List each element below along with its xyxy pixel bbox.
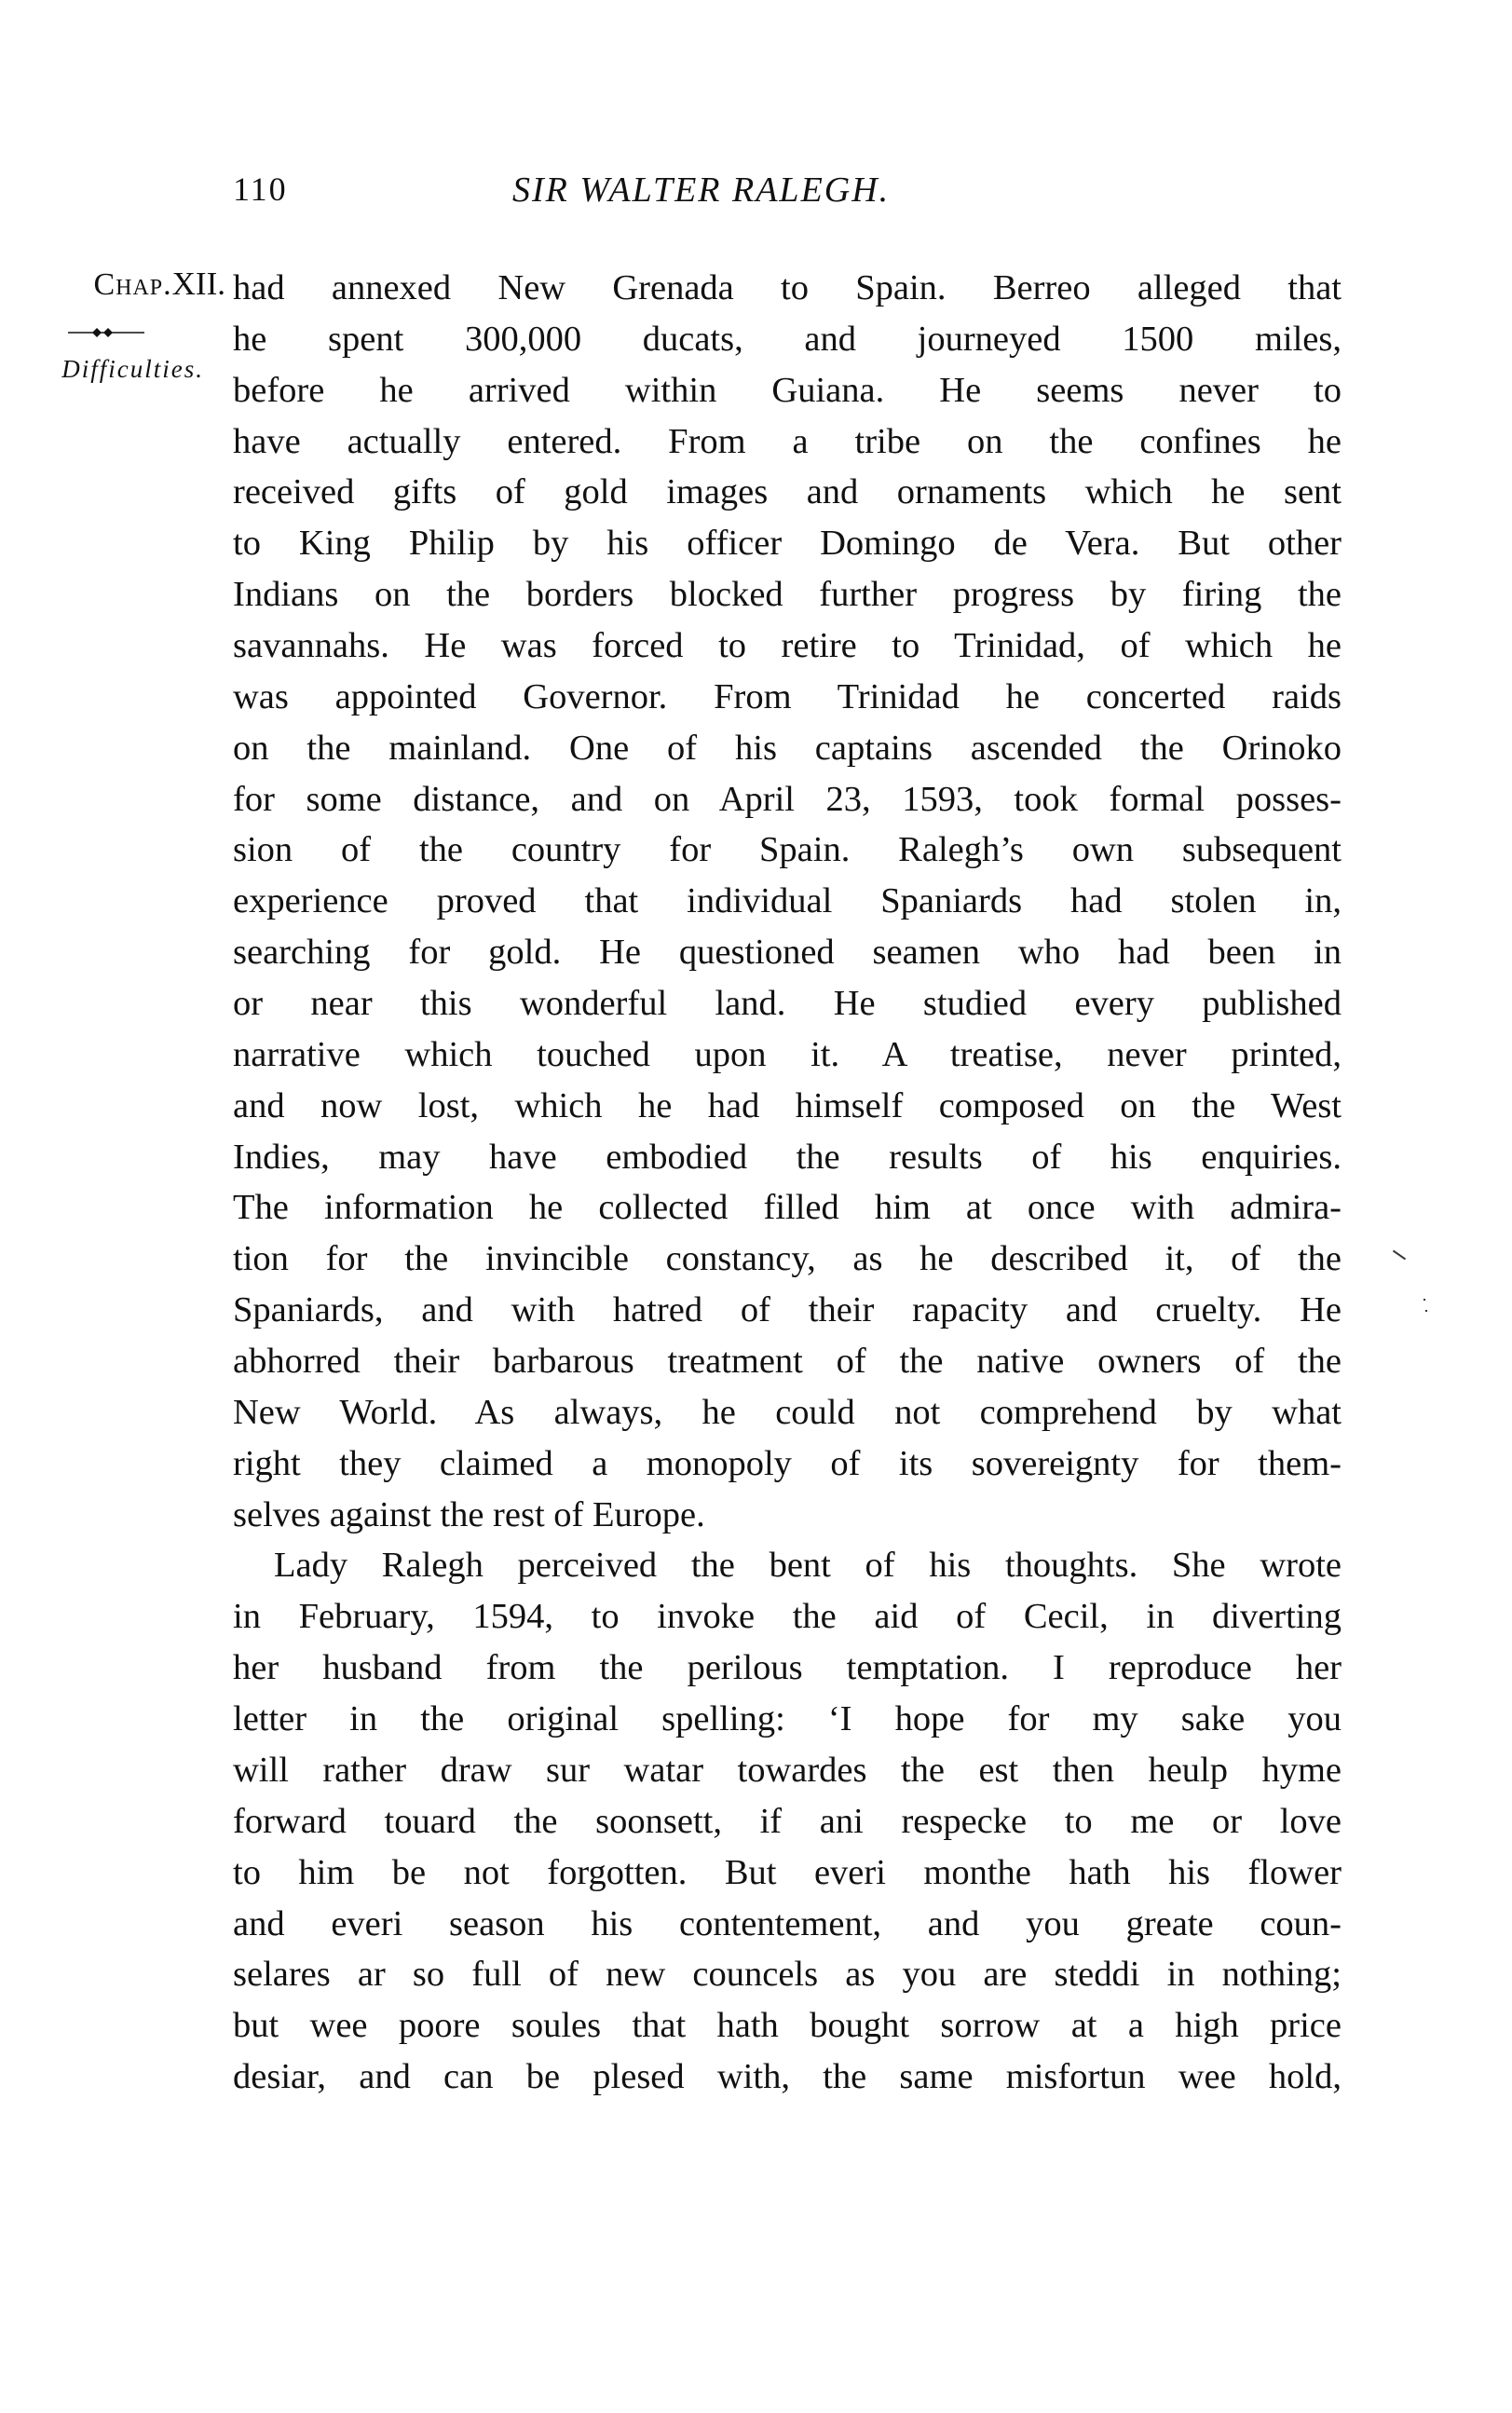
text-line: to him be not forgotten. But everi monthe hath his flower <box>233 1852 1342 1892</box>
text-line: or near this wonderful land. He studied every published <box>233 984 1342 1024</box>
text-line: for some distance, and on April 23, 1593, took formal posses- <box>233 779 1342 819</box>
text-line: right they claimed a monopoly of its sovereignty for them- <box>233 1443 1342 1483</box>
text-line: her husband from the perilous temptation. I reproduce her <box>233 1648 1342 1688</box>
text-line: experience proved that individual Spaniards had stolen in, <box>233 881 1342 921</box>
text-line: on the mainland. One of his captains ascended the Orinoko <box>233 728 1342 768</box>
text-line: searching for gold. He questioned seamen who had been in <box>233 933 1342 973</box>
text-line: but wee poore soules that hath bought sorrow at a high price <box>233 2006 1342 2046</box>
text-line: before he arrived within Guiana. He seems never to <box>233 370 1342 410</box>
text-line: sion of the country for Spain. Ralegh’s own subsequent <box>233 830 1342 870</box>
running-title: SIR WALTER RALEGH. <box>512 170 891 210</box>
text-line: was appointed Governor. From Trinidad he concerted raids <box>233 676 1342 716</box>
chapter-prefix: Chap. <box>93 267 172 302</box>
text-line: have actually entered. From a tribe on the confines he <box>233 421 1342 461</box>
text-line: will rather draw sur watar towardes the est then heulp hyme <box>233 1750 1342 1790</box>
page-number: 110 <box>233 170 288 208</box>
text-line: letter in the original spelling: ‘I hope for my sake you <box>233 1699 1342 1739</box>
text-line: desiar, and can be plesed with, the same misfortun wee hold, <box>233 2057 1342 2097</box>
text-line: to King Philip by his officer Domingo de Vera. But other <box>233 524 1342 564</box>
text-line: forward touard the soonsett, if ani respecke to me or love <box>233 1801 1342 1841</box>
text-line: Spaniards, and with hatred of their rapacity and cruelty. He <box>233 1290 1342 1330</box>
text-line: and everi season his contentement, and you greate coun- <box>233 1903 1342 1943</box>
text-line: received gifts of gold images and ornaments which he sent <box>233 472 1342 512</box>
body-text <box>233 263 1342 2103</box>
scan-speck <box>1423 1299 1425 1301</box>
text-line: tion for the invincible constancy, as he described it, of the <box>233 1239 1342 1279</box>
text-line: Indies, may have embodied the results of his enquiries. <box>233 1137 1342 1177</box>
page-header <box>233 170 1342 225</box>
scan-speck <box>1393 1250 1406 1261</box>
text-line: selares ar so full of new councels as you are steddi in nothing; <box>233 1955 1342 1995</box>
text-line: Lady Ralegh perceived the bent of his thoughts. She wrote <box>274 1546 1342 1586</box>
text-line: abhorred their barbarous treatment of the native owners of the <box>233 1342 1342 1382</box>
sidenote-difficulties: Difficulties. <box>61 355 204 383</box>
text-line: and now lost, which he had himself composed on the West <box>233 1085 1342 1125</box>
text-line: in February, 1594, to invoke the aid of Cecil, in diverting <box>233 1597 1342 1637</box>
text-line: Indians on the borders blocked further progress by firing the <box>233 575 1342 615</box>
chapter-number: XII. <box>171 266 225 302</box>
text-line: savannahs. He was forced to retire to Trinidad, of which he <box>233 626 1342 666</box>
chapter-label <box>93 266 225 303</box>
text-line: New World. As always, he could not comprehend by what <box>233 1392 1342 1432</box>
text-line: had annexed New Grenada to Spain. Berreo alleged that <box>233 268 1342 307</box>
ornament-rule-icon <box>68 327 144 338</box>
text-line: The information he collected filled him at once with admira- <box>233 1188 1342 1228</box>
text-line: he spent 300,000 ducats, and journeyed 1500 miles, <box>233 319 1342 359</box>
text-line: narrative which touched upon it. A treatise, never printed, <box>233 1034 1342 1074</box>
scan-speck <box>1425 1310 1427 1312</box>
text-line: selves against the rest of Europe. <box>233 1494 705 1534</box>
